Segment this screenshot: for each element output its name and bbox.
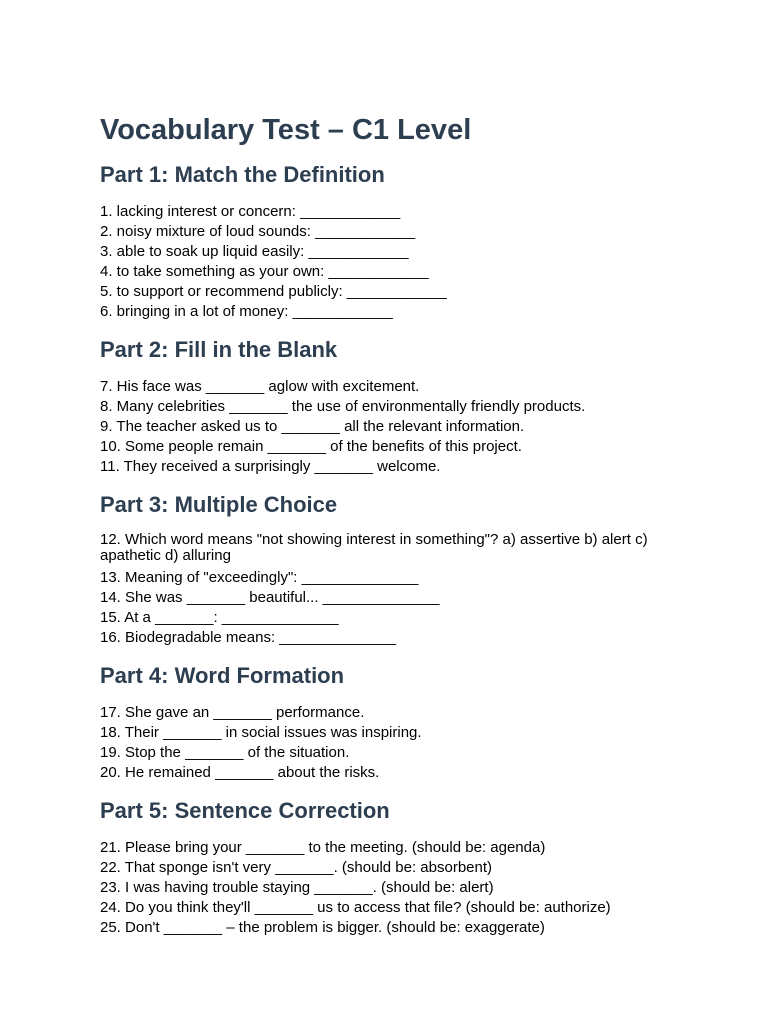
question-list xyxy=(100,703,700,783)
question-item: 23. I was having trouble staying _______. (should be: alert) xyxy=(100,879,494,896)
question-item: 13. Meaning of "exceedingly": ______________ xyxy=(100,569,419,586)
section-part-3 xyxy=(100,490,700,648)
question-item: 12. Which word means "not showing interest in something"? a) assertive b) alert c) apathetic d) alluring xyxy=(100,531,648,564)
question-item: 15. At a _______: ______________ xyxy=(100,609,339,626)
section-part-2 xyxy=(100,335,700,477)
question-item: 3. able to soak up liquid easily: ____________ xyxy=(100,243,409,260)
question-list xyxy=(100,838,700,938)
section-heading: Part 1: Match the Definition xyxy=(100,162,385,187)
question-item: 11. They received a surprisingly _______ welcome. xyxy=(100,458,441,475)
question-item: 5. to support or recommend publicly: ____________ xyxy=(100,283,447,300)
section-part-5 xyxy=(100,796,700,938)
question-list xyxy=(100,377,700,477)
question-item: 14. She was _______ beautiful... ______________ xyxy=(100,589,440,606)
question-item: 8. Many celebrities _______ the use of environmentally friendly products. xyxy=(100,398,586,415)
question-item: 2. noisy mixture of loud sounds: ____________ xyxy=(100,223,416,240)
page-title: Vocabulary Test – C1 Level xyxy=(100,114,472,146)
question-item: 20. He remained _______ about the risks. xyxy=(100,764,380,781)
section-part-1 xyxy=(100,160,700,322)
section-part-4 xyxy=(100,661,700,783)
section-heading: Part 3: Multiple Choice xyxy=(100,492,338,517)
section-heading: Part 5: Sentence Correction xyxy=(100,798,390,823)
question-item: 6. bringing in a lot of money: ____________ xyxy=(100,303,393,320)
question-item: 10. Some people remain _______ of the benefits of this project. xyxy=(100,438,522,455)
section-heading: Part 4: Word Formation xyxy=(100,663,345,688)
question-item: 9. The teacher asked us to _______ all the relevant information. xyxy=(100,418,525,435)
question-item: 19. Stop the _______ of the situation. xyxy=(100,744,350,761)
question-item: 17. She gave an _______ performance. xyxy=(100,704,365,721)
question-item: 25. Don't _______ – the problem is bigger. (should be: exaggerate) xyxy=(100,919,545,936)
question-list xyxy=(100,532,700,648)
question-item: 4. to take something as your own: ____________ xyxy=(100,263,429,280)
question-item: 1. lacking interest or concern: ____________ xyxy=(100,203,401,220)
question-item: 21. Please bring your _______ to the meeting. (should be: agenda) xyxy=(100,839,546,856)
question-list xyxy=(100,202,700,322)
section-heading: Part 2: Fill in the Blank xyxy=(100,337,338,362)
question-item: 22. That sponge isn't very _______. (should be: absorbent) xyxy=(100,859,493,876)
question-item: 24. Do you think they'll _______ us to access that file? (should be: authorize) xyxy=(100,899,611,916)
document-page xyxy=(100,110,700,951)
question-item: 16. Biodegradable means: ______________ xyxy=(100,629,397,646)
question-item: 18. Their _______ in social issues was inspiring. xyxy=(100,724,422,741)
question-item: 7. His face was _______ aglow with excitement. xyxy=(100,378,420,395)
